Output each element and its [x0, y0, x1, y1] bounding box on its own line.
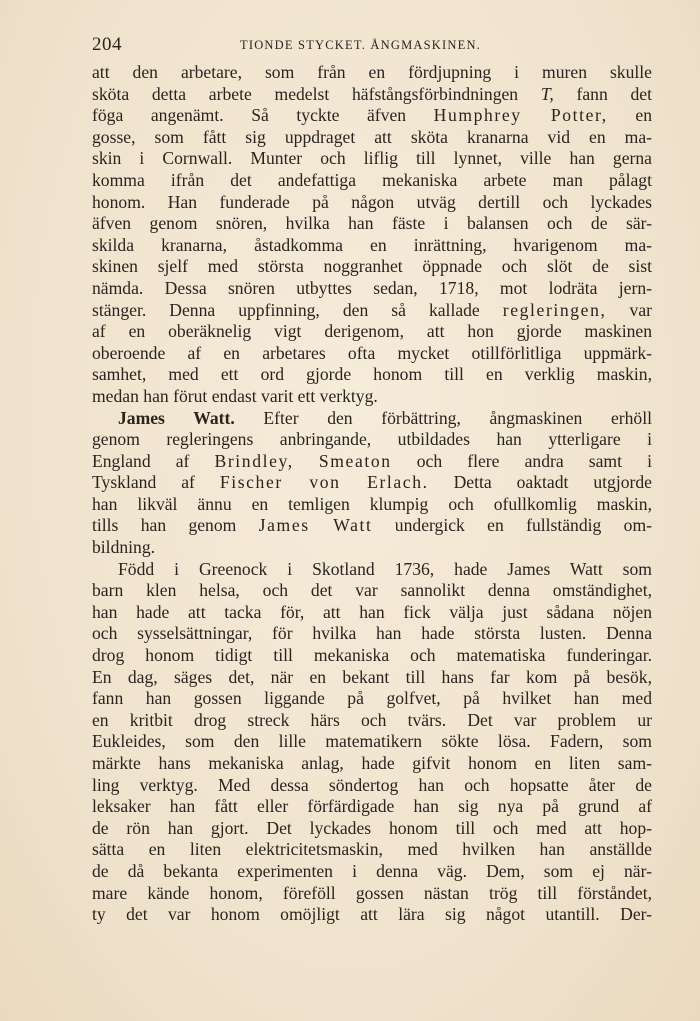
body-text	[92, 62, 652, 926]
spaced-name: Fischer von Erlach.	[219, 472, 429, 493]
text-line: och sysselsättningar, för hvilka han hade största lusten. Denna	[92, 623, 652, 644]
text-line: märkte hans mekaniska anlag, hade gifvit honom en liten sam-	[92, 753, 652, 773]
text-line: sätta en liten elektricitetsmaskin, med hvilken han anställde	[92, 839, 652, 860]
text-line: skin i Cornwall. Munter och liflig till lynnet, ville han gerna	[92, 148, 652, 169]
text-line: oberoende af en arbetares ofta mycket otillförlitliga uppmärk-	[92, 342, 652, 363]
text-line: En dag, säges det, när en bekant till hans far kom på besök,	[92, 666, 652, 687]
text-line: medan han förut endast varit ett verktyg.	[92, 385, 378, 406]
text-line: af en oberäknelig vigt derigenom, att hon gjorde maskinen	[92, 321, 652, 342]
text-line: honom. Han funderade på någon utväg dertill och lyckades	[92, 191, 652, 212]
text-line: ty det var honom omöjligt att lära sig något utantill. Der-	[92, 904, 652, 925]
text-line: föga angenämt. Så tyckte äfven Humphrey Potter, en	[92, 105, 652, 126]
text-line: skilda kranarna, åstadkomma en inrättning, hvarigenom ma-	[92, 234, 652, 255]
spaced-name: Humphrey Potter,	[433, 105, 608, 126]
text-line: de rön han gjort. Det lyckades honom till och med att hop-	[92, 817, 652, 838]
running-title: TIONDE STYCKET. ÅNGMASKINEN.	[240, 38, 481, 52]
text-line: bildning.	[92, 537, 156, 558]
text-line: han hade att tacka för, att han fick välja just sådana nöjen	[92, 601, 652, 622]
text-line: gosse, som fått sig uppdraget att sköta kranarna vid en ma-	[92, 126, 652, 147]
text-line: drog honom tidigt till mekaniska och matematiska funderingar.	[92, 645, 652, 666]
text-line: tills han genom James Watt undergick en fullständig om-	[92, 515, 653, 536]
text-line: att den arbetare, som från en fördjupning i muren skulle	[92, 62, 652, 82]
text-line: ling verktyg. Med dessa söndertog han och hopsatte åter de	[92, 774, 652, 795]
text-line: skinen sjelf med största noggranhet öppnade och slöt de sist	[92, 256, 652, 277]
text-line: samhet, med ett ord gjorde honom till en verklig maskin,	[92, 364, 652, 385]
text-line: nämda. Dessa snören utbyttes sedan, 1718, mot lodräta jern-	[92, 277, 652, 298]
italic-letter: T,	[540, 83, 554, 104]
text-line: fann han gossen liggande på golfvet, på hvilket han med	[92, 688, 652, 709]
text-line: leksaker han fått eller förfärdigade han sig nya på grund af	[92, 796, 652, 817]
text-line: barn klen helsa, och det var sannolikt denna omständighet,	[92, 580, 652, 601]
text-line: stänger. Denna uppfinning, den så kallade regleringen, var	[92, 299, 652, 320]
spaced-name: James Watt	[258, 515, 373, 536]
page-header	[92, 34, 652, 60]
text-line: Tyskland af Fischer von Erlach. Detta oaktadt utgjorde	[92, 472, 652, 493]
spaced-term: regleringen,	[502, 299, 607, 320]
text-line: Född i Greenock i Skotland 1736, hade James Watt som	[118, 558, 652, 579]
text-line: mare kände honom, föreföll gossen nästan trög till förståndet,	[92, 882, 652, 903]
text-line: England af Brindley, Smeaton och flere andra samt i	[92, 450, 652, 471]
text-line: genom regleringens anbringande, utbildades han ytterligare i	[92, 429, 652, 450]
text-line: sköta detta arbete medelst häfstångsförbindningen T, fann det	[92, 83, 652, 104]
text-line: äfven genom snören, hvilka han fäste i balansen och de sär-	[92, 213, 652, 234]
section-heading: James Watt.	[118, 407, 235, 428]
spaced-name: Brindley,	[214, 450, 294, 471]
text-line: James Watt. Efter den förbättring, ångmaskinen erhöll	[118, 407, 652, 428]
text-line: komma ifrån det andefattiga mekaniska arbete man pålagt	[92, 169, 652, 190]
text-line: han likväl ännu en temligen klumpig och ofullkomlig maskin,	[92, 493, 652, 514]
text-line: de då bekanta experimenten i denna väg. Dem, som ej när-	[92, 860, 652, 881]
page-number: 204	[92, 34, 122, 55]
text-line: Eukleides, som den lille matematikern sökte lösa. Fadern, som	[92, 731, 652, 752]
text-line: en kritbit drog streck härs och tvärs. Det var problem ur	[92, 709, 652, 730]
spaced-name: Smeaton	[318, 450, 392, 471]
